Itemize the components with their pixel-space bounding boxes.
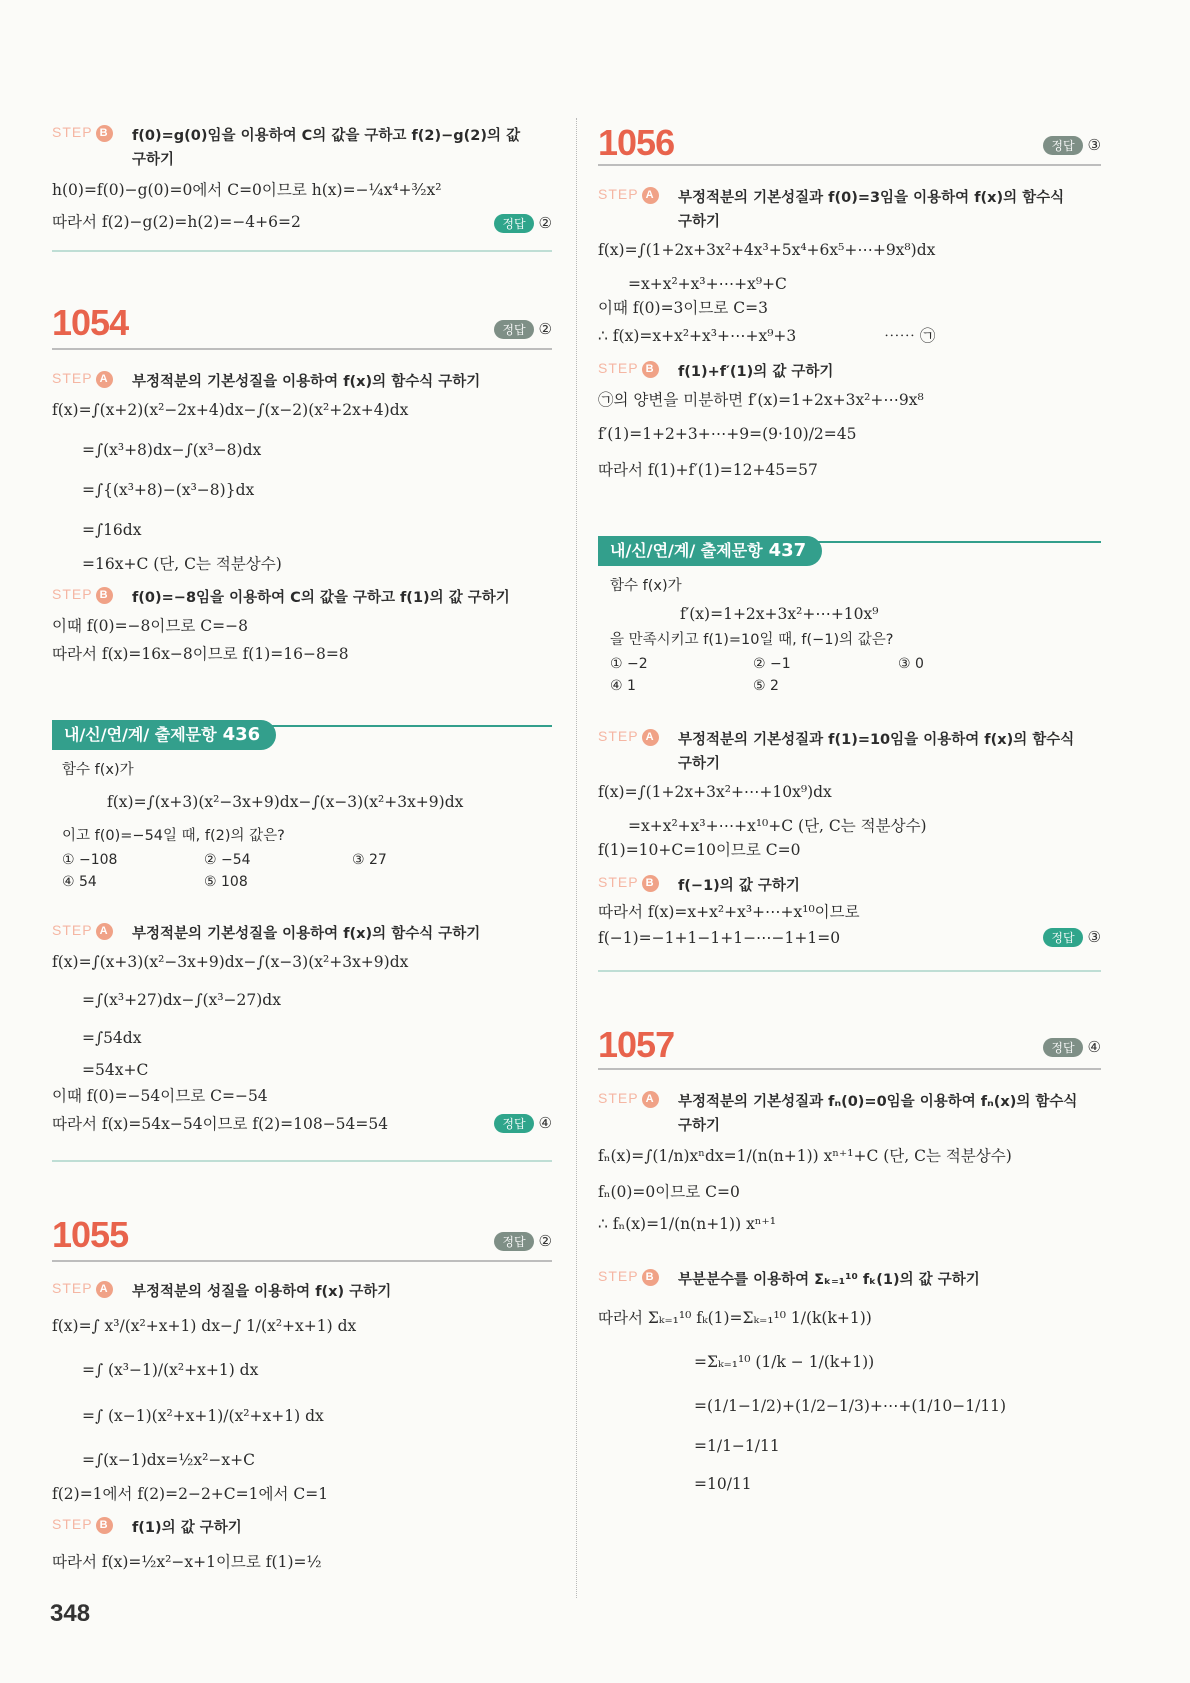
problem-number: 1055 [52, 1214, 129, 1255]
equation-line: fₙ(x)=∫(1/n)xⁿdx=1/(n(n+1)) xⁿ⁺¹+C (단, C는 적분상수) [598, 1147, 1012, 1165]
equation-line: =∫(x³+8)dx−∫(x³−8)dx [82, 441, 262, 459]
equation-line: =∫ (x−1)(x²+x+1)/(x²+x+1) dx [82, 1407, 324, 1425]
equation-line: ∴ f(x)=x+x²+x³+⋯+x⁹+3 [598, 327, 797, 345]
equation-line: f(x)=∫(x+2)(x²−2x+4)dx−∫(x−2)(x²+2x+4)dx [52, 401, 409, 419]
problem-text: 이고 f(0)=−54일 때, f(2)의 값은? [62, 828, 285, 844]
equation-line: =16x+C (단, C는 적분상수) [82, 555, 282, 573]
equation-line: =∫(x−1)dx=½x²−x+C [82, 1451, 255, 1469]
equation-line: =x+x²+x³+⋯+x⁹+C [628, 275, 787, 293]
equation-line: h(0)=f(0)−g(0)=0에서 C=0이므로 h(x)=−¼x⁴+³⁄₂x² [52, 181, 442, 199]
equation-line: f(x)=∫ x³/(x²+x+1) dx−∫ 1/(x²+x+1) dx [52, 1317, 357, 1335]
step-label: STEP B [598, 360, 659, 378]
page-number: 348 [50, 1600, 91, 1627]
equation-line: =10/11 [694, 1475, 752, 1493]
equation-tag: ⋯⋯ ㉠ [884, 327, 936, 345]
equation-line: 이때 f(0)=−54이므로 C=−54 [52, 1087, 268, 1105]
step-label: STEP A [52, 370, 113, 388]
step-text-cont: 구하기 [132, 152, 175, 168]
equation-line: 따라서 Σₖ₌₁¹⁰ fₖ(1)=Σₖ₌₁¹⁰ 1/(k(k+1)) [598, 1309, 872, 1327]
equation-line: =∫{(x³+8)−(x³−8)}dx [82, 481, 255, 499]
linked-header: 내/신/연/계/ 출제문항 437 [598, 536, 822, 566]
option-4: ④ 54 [62, 874, 97, 890]
step-text: f(1)+f′(1)의 값 구하기 [678, 364, 834, 380]
step-text: 부정적분의 기본성질과 f(1)=10임을 이용하여 f(x)의 함수식 [678, 732, 1075, 748]
problem-equation: f′(x)=1+2x+3x²+⋯+10x⁹ [680, 605, 879, 623]
answer-badge: 정답 ② [494, 214, 552, 233]
problem-number: 1056 [598, 122, 675, 163]
option-5: ⑤ 108 [204, 874, 248, 890]
step-label: STEP A [52, 1280, 113, 1298]
step-text: f(−1)의 값 구하기 [678, 878, 800, 894]
answer-badge: 정답 ③ [1043, 928, 1101, 947]
problem-equation: f(x)=∫(x+3)(x²−3x+9)dx−∫(x−3)(x²+3x+9)dx [107, 793, 464, 811]
step-label: STEP B [52, 586, 113, 604]
step-label: STEP B [598, 874, 659, 892]
problem-text: 함수 f(x)가 [610, 578, 682, 594]
answer-badge: 정답 ③ [1043, 136, 1101, 155]
option-4: ④ 1 [610, 678, 636, 694]
step-text: f(0)=−8임을 이용하여 C의 값을 구하고 f(1)의 값 구하기 [132, 590, 510, 606]
equation-line: 따라서 f(x)=½x²−x+1이므로 f(1)=½ [52, 1553, 322, 1571]
step-label: STEP A [52, 922, 113, 940]
step-label: STEP B [598, 1268, 659, 1286]
problem-rule [52, 348, 552, 350]
answer-badge: 정답 ④ [1043, 1038, 1101, 1057]
equation-line: =∫(x³+27)dx−∫(x³−27)dx [82, 991, 281, 1009]
equation-line: f′(1)=1+2+3+⋯+9=(9·10)/2=45 [598, 425, 857, 443]
equation-line: 따라서 f(1)+f′(1)=12+45=57 [598, 461, 818, 479]
linked-header: 내/신/연/계/ 출제문항 436 [52, 720, 276, 750]
section-end-rule [52, 1160, 552, 1162]
equation-line: f(x)=∫(1+2x+3x²+4x³+5x⁴+6x⁵+⋯+9x⁸)dx [598, 241, 936, 259]
answer-badge: 정답 ② [494, 320, 552, 339]
equation-line: =54x+C [82, 1061, 149, 1079]
equation-line: 이때 f(0)=−8이므로 C=−8 [52, 617, 248, 635]
equation-line: 이때 f(0)=3이므로 C=3 [598, 299, 768, 317]
option-3: ③ 27 [352, 852, 387, 868]
problem-rule [598, 1068, 1101, 1070]
column-divider [576, 118, 577, 1598]
equation-line: =x+x²+x³+⋯+x¹⁰+C (단, C는 적분상수) [628, 817, 927, 835]
problem-text: 을 만족시키고 f(1)=10일 때, f(−1)의 값은? [610, 632, 894, 648]
problem-number: 1054 [52, 302, 129, 343]
equation-line: f(−1)=−1+1−1+1−⋯−1+1=0 [598, 929, 841, 947]
step-badge: B [96, 125, 113, 142]
answer-badge: 정답 ② [494, 1232, 552, 1251]
step-text: 부정적분의 기본성질과 fₙ(0)=0임을 이용하여 fₙ(x)의 함수식 [678, 1094, 1078, 1110]
step-text-cont: 구하기 [678, 1118, 721, 1134]
equation-line: f(x)=∫(1+2x+3x²+⋯+10x⁹)dx [598, 783, 832, 801]
step-text: f(1)의 값 구하기 [132, 1520, 242, 1536]
problem-rule [598, 164, 1101, 166]
equation-line: ∴ fₙ(x)=1/(n(n+1)) xⁿ⁺¹ [598, 1215, 776, 1233]
equation-line: f(2)=1에서 f(2)=2−2+C=1에서 C=1 [52, 1485, 329, 1503]
option-2: ② −54 [204, 852, 251, 868]
step-text: 부분분수를 이용하여 Σₖ₌₁¹⁰ fₖ(1)의 값 구하기 [678, 1272, 980, 1288]
equation-line: =(1/1−1/2)+(1/2−1/3)+⋯+(1/10−1/11) [694, 1397, 1007, 1415]
equation-line: =1/1−1/11 [694, 1437, 780, 1455]
option-2: ② −1 [753, 656, 791, 672]
equation-line: f(x)=∫(x+3)(x²−3x+9)dx−∫(x−3)(x²+3x+9)dx [52, 953, 409, 971]
step-label: STEP B [52, 1516, 113, 1534]
step-text-cont: 구하기 [678, 756, 721, 772]
option-1: ① −2 [610, 656, 648, 672]
equation-line: f(1)=10+C=10이므로 C=0 [598, 841, 801, 859]
step-label: STEP A [598, 186, 659, 204]
equation-line: 따라서 f(2)−g(2)=h(2)=−4+6=2 [52, 213, 301, 231]
option-1: ① −108 [62, 852, 118, 868]
step-label: STEP A [598, 728, 659, 746]
equation-line: =Σₖ₌₁¹⁰ (1/k − 1/(k+1)) [694, 1353, 875, 1371]
step-label: STEP A [598, 1090, 659, 1108]
equation-line: 따라서 f(x)=x+x²+x³+⋯+x¹⁰이므로 [598, 903, 860, 921]
step-text: 부정적분의 기본성질을 이용하여 f(x)의 함수식 구하기 [132, 926, 481, 942]
equation-line: =∫ (x³−1)/(x²+x+1) dx [82, 1361, 259, 1379]
problem-number: 1057 [598, 1024, 675, 1065]
equation-line: fₙ(0)=0이므로 C=0 [598, 1183, 740, 1201]
step-text-cont: 구하기 [678, 214, 721, 230]
problem-rule [52, 1260, 552, 1262]
section-end-rule [598, 970, 1101, 972]
option-3: ③ 0 [898, 656, 924, 672]
equation-line: 따라서 f(x)=16x−8이므로 f(1)=16−8=8 [52, 645, 349, 663]
answer-badge: 정답 ④ [494, 1114, 552, 1133]
step-text: 부정적분의 성질을 이용하여 f(x) 구하기 [132, 1284, 392, 1300]
step-text: 부정적분의 기본성질과 f(0)=3임을 이용하여 f(x)의 함수식 [678, 190, 1065, 206]
equation-line: =∫16dx [82, 521, 142, 539]
equation-line: ㉠의 양변을 미분하면 f′(x)=1+2x+3x²+⋯9x⁸ [598, 391, 924, 409]
equation-line: 따라서 f(x)=54x−54이므로 f(2)=108−54=54 [52, 1115, 389, 1133]
option-5: ⑤ 2 [753, 678, 779, 694]
section-end-rule [52, 250, 552, 252]
step-label: STEP B [52, 124, 113, 142]
step-text: 부정적분의 기본성질을 이용하여 f(x)의 함수식 구하기 [132, 374, 481, 390]
step-text: f(0)=g(0)임을 이용하여 C의 값을 구하고 f(2)−g(2)의 값 [132, 128, 521, 144]
equation-line: =∫54dx [82, 1029, 142, 1047]
problem-text: 함수 f(x)가 [62, 762, 134, 778]
